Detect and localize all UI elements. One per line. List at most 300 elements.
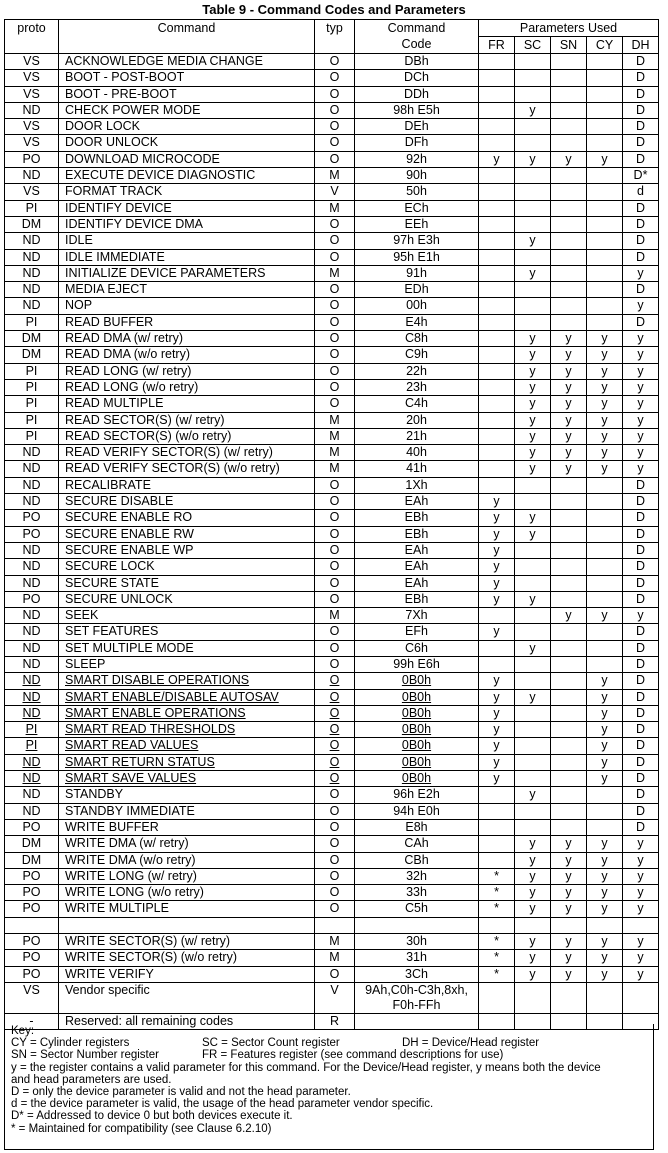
- cell-sc: [515, 282, 551, 298]
- table-row: [5, 265, 659, 281]
- cell-cy: [587, 102, 623, 118]
- cell-fr: y: [479, 526, 515, 542]
- cell-dh: D: [623, 754, 659, 770]
- cell-typ: O: [315, 216, 355, 232]
- cell-code: EAh: [355, 542, 479, 558]
- cell-sc: [515, 656, 551, 672]
- cell-dh: D: [623, 233, 659, 249]
- cell-command: WRITE DMA (w/ retry): [59, 836, 315, 852]
- cell-code: 22h: [355, 363, 479, 379]
- key-row-sn-fr: [11, 1049, 653, 1061]
- cell-typ: M: [315, 608, 355, 624]
- cell-cy: y: [587, 347, 623, 363]
- cell-dh: D: [623, 119, 659, 135]
- cell-cy: y: [587, 754, 623, 770]
- cell-sn: [551, 575, 587, 591]
- cell-sn: [551, 54, 587, 70]
- header-code-line2: Code: [401, 37, 432, 51]
- cell-dh: D: [623, 591, 659, 607]
- cell-sc: [515, 135, 551, 151]
- cell-cy: y: [587, 689, 623, 705]
- table-row: [5, 868, 659, 884]
- cell-sc: y: [515, 265, 551, 281]
- cell-sn: [551, 168, 587, 184]
- cell-typ: O: [315, 102, 355, 118]
- cell-proto: PO: [5, 151, 59, 167]
- header-parameters-used: Parameters Used: [479, 20, 659, 37]
- cell-dh: y: [623, 934, 659, 950]
- cell-sn: y: [551, 445, 587, 461]
- cell-cy: [587, 216, 623, 232]
- cell-fr: [479, 917, 515, 933]
- cell-cy: [587, 86, 623, 102]
- cell-code: 30h: [355, 934, 479, 950]
- cell-code: 0B0h: [355, 673, 479, 689]
- cell-code: 92h: [355, 151, 479, 167]
- cell-cy: [587, 135, 623, 151]
- cell-cy: [587, 200, 623, 216]
- table-row: [5, 934, 659, 950]
- table-row: [5, 510, 659, 526]
- cell-fr: [479, 445, 515, 461]
- cell-typ: M: [315, 428, 355, 444]
- cell-proto: PI: [5, 738, 59, 754]
- cell-sc: y: [515, 510, 551, 526]
- cell-fr: y: [479, 151, 515, 167]
- cell-sn: [551, 86, 587, 102]
- cell-cy: y: [587, 379, 623, 395]
- cell-typ: O: [315, 885, 355, 901]
- cell-sn: y: [551, 396, 587, 412]
- cell-command: SLEEP: [59, 656, 315, 672]
- cell-proto: ND: [5, 673, 59, 689]
- cell-proto: PI: [5, 200, 59, 216]
- cell-proto: ND: [5, 640, 59, 656]
- cell-fr: y: [479, 754, 515, 770]
- cell-sn: [551, 526, 587, 542]
- cell-sc: [515, 200, 551, 216]
- cell-fr: [479, 331, 515, 347]
- table-row: [5, 314, 659, 330]
- table-title: Table 9 - Command Codes and Parameters: [202, 2, 466, 17]
- table-row: [5, 461, 659, 477]
- cell-sc: y: [515, 836, 551, 852]
- cell-typ: O: [315, 575, 355, 591]
- cell-fr: [479, 282, 515, 298]
- cell-proto: ND: [5, 624, 59, 640]
- cell-code: 98h E5h: [355, 102, 479, 118]
- cell-sc: y: [515, 461, 551, 477]
- cell-cy: [587, 542, 623, 558]
- cell-cy: [587, 477, 623, 493]
- cell-dh: y: [623, 950, 659, 966]
- table-row: [5, 249, 659, 265]
- cell-proto: DM: [5, 216, 59, 232]
- cell-sc: [515, 86, 551, 102]
- cell-typ: O: [315, 901, 355, 917]
- cell-cy: y: [587, 722, 623, 738]
- cell-proto: ND: [5, 265, 59, 281]
- cell-typ: O: [315, 836, 355, 852]
- key-heading: Key:: [11, 1025, 35, 1037]
- cell-sc: y: [515, 787, 551, 803]
- cell-proto: VS: [5, 135, 59, 151]
- cell-cy: y: [587, 151, 623, 167]
- cell-proto: VS: [5, 119, 59, 135]
- cell-typ: V: [315, 184, 355, 200]
- cell-fr: *: [479, 950, 515, 966]
- table-row: [5, 331, 659, 347]
- cell-command: SMART RETURN STATUS: [59, 754, 315, 770]
- cell-cy: y: [587, 412, 623, 428]
- cell-cy: y: [587, 396, 623, 412]
- cell-command: READ DMA (w/ retry): [59, 331, 315, 347]
- cell-sc: y: [515, 102, 551, 118]
- cell-sn: y: [551, 412, 587, 428]
- cell-code: DBh: [355, 54, 479, 70]
- table-row: [5, 477, 659, 493]
- cell-dh: d: [623, 184, 659, 200]
- cell-command: DOOR LOCK: [59, 119, 315, 135]
- cell-sn: [551, 542, 587, 558]
- cell-code: 00h: [355, 298, 479, 314]
- cell-dh: D: [623, 151, 659, 167]
- cell-typ: O: [315, 119, 355, 135]
- cell-typ: O: [315, 771, 355, 787]
- cell-code: ECh: [355, 200, 479, 216]
- cell-command: STANDBY IMMEDIATE: [59, 803, 315, 819]
- cell-sc: y: [515, 591, 551, 607]
- table-row: [5, 412, 659, 428]
- cell-code: 41h: [355, 461, 479, 477]
- cell-dh: D: [623, 803, 659, 819]
- cell-command: READ VERIFY SECTOR(S) (w/o retry): [59, 461, 315, 477]
- cell-proto: PO: [5, 868, 59, 884]
- cell-dh: y: [623, 428, 659, 444]
- cell-proto: ND: [5, 689, 59, 705]
- cell-proto: ND: [5, 559, 59, 575]
- cell-sn: y: [551, 151, 587, 167]
- cell-fr: [479, 233, 515, 249]
- cell-code: E8h: [355, 819, 479, 835]
- header-command: Command: [59, 20, 315, 54]
- cell-proto: VS: [5, 54, 59, 70]
- table-row: [5, 428, 659, 444]
- cell-fr: y: [479, 542, 515, 558]
- cell-dh: y: [623, 298, 659, 314]
- key-sc: SC = Sector Count register: [202, 1037, 340, 1050]
- cell-dh: y: [623, 265, 659, 281]
- cell-fr: [479, 200, 515, 216]
- cell-cy: [587, 917, 623, 933]
- cell-sc: y: [515, 363, 551, 379]
- cell-code: 95h E1h: [355, 249, 479, 265]
- cell-code: 40h: [355, 445, 479, 461]
- cell-command: READ BUFFER: [59, 314, 315, 330]
- cell-proto: PI: [5, 396, 59, 412]
- cell-cy: y: [587, 868, 623, 884]
- cell-fr: [479, 412, 515, 428]
- cell-fr: [479, 298, 515, 314]
- cell-dh: y: [623, 966, 659, 982]
- cell-sn: y: [551, 950, 587, 966]
- cell-command: [59, 917, 315, 933]
- cell-sn: [551, 982, 587, 1013]
- cell-fr: [479, 477, 515, 493]
- cell-fr: y: [479, 705, 515, 721]
- table-row: [5, 216, 659, 232]
- cell-sc: [515, 119, 551, 135]
- cell-sn: [551, 249, 587, 265]
- cell-sn: [551, 510, 587, 526]
- cell-command: SECURE STATE: [59, 575, 315, 591]
- cell-code: EAh: [355, 575, 479, 591]
- cell-code: EDh: [355, 282, 479, 298]
- table-row: [5, 54, 659, 70]
- cell-sc: [515, 70, 551, 86]
- cell-proto: ND: [5, 445, 59, 461]
- cell-sn: [551, 673, 587, 689]
- cell-sc: y: [515, 412, 551, 428]
- cell-proto: PI: [5, 722, 59, 738]
- cell-code: [355, 917, 479, 933]
- table-row: [5, 575, 659, 591]
- cell-command: READ DMA (w/o retry): [59, 347, 315, 363]
- cell-proto: ND: [5, 282, 59, 298]
- key-row-cy-sc-dh: [11, 1037, 653, 1049]
- cell-dh: y: [623, 852, 659, 868]
- cell-typ: O: [315, 803, 355, 819]
- cell-fr: y: [479, 494, 515, 510]
- cell-cy: y: [587, 363, 623, 379]
- cell-typ: O: [315, 249, 355, 265]
- cell-fr: [479, 656, 515, 672]
- cell-sn: [551, 200, 587, 216]
- key-y-line1: y = the register contains a valid parameter for this command. For the Device/Head register, y means both the device: [11, 1061, 601, 1074]
- cell-typ: O: [315, 70, 355, 86]
- cell-sn: [551, 689, 587, 705]
- cell-cy: [587, 54, 623, 70]
- cell-proto: PI: [5, 412, 59, 428]
- cell-cy: [587, 265, 623, 281]
- cell-dh: D: [623, 135, 659, 151]
- key-d-upper: D = only the device parameter is valid and not the head parameter.: [11, 1086, 351, 1099]
- cell-cy: [587, 184, 623, 200]
- cell-code: 97h E3h: [355, 233, 479, 249]
- table-row: [5, 803, 659, 819]
- cell-command: WRITE VERIFY: [59, 966, 315, 982]
- cell-sc: y: [515, 934, 551, 950]
- cell-sn: [551, 640, 587, 656]
- cell-sc: [515, 575, 551, 591]
- table-row: [5, 135, 659, 151]
- cell-typ: O: [315, 477, 355, 493]
- table-row: [5, 282, 659, 298]
- cell-dh: D: [623, 314, 659, 330]
- cell-dh: D: [623, 510, 659, 526]
- cell-sc: [515, 722, 551, 738]
- cell-sn: [551, 119, 587, 135]
- cell-fr: [479, 803, 515, 819]
- cell-sn: [551, 591, 587, 607]
- cell-code: 91h: [355, 265, 479, 281]
- cell-sc: y: [515, 852, 551, 868]
- table-row: [5, 640, 659, 656]
- table-row: [5, 705, 659, 721]
- cell-sc: y: [515, 689, 551, 705]
- table-row: [5, 656, 659, 672]
- cell-proto: ND: [5, 168, 59, 184]
- cell-sn: y: [551, 901, 587, 917]
- cell-code: C9h: [355, 347, 479, 363]
- cell-proto: ND: [5, 461, 59, 477]
- cell-cy: y: [587, 705, 623, 721]
- cell-sc: y: [515, 868, 551, 884]
- cell-sn: [551, 787, 587, 803]
- header-proto: proto: [5, 20, 59, 54]
- table-row: [5, 836, 659, 852]
- table-row: [5, 917, 659, 933]
- cell-sc: [515, 705, 551, 721]
- cell-typ: M: [315, 265, 355, 281]
- cell-command: READ SECTOR(S) (w/o retry): [59, 428, 315, 444]
- cell-sn: [551, 656, 587, 672]
- key-d-star: D* = Addressed to device 0 but both devices execute it.: [11, 1110, 293, 1123]
- cell-sn: y: [551, 966, 587, 982]
- cell-command: READ MULTIPLE: [59, 396, 315, 412]
- cell-sn: y: [551, 836, 587, 852]
- cell-cy: y: [587, 966, 623, 982]
- table-row: [5, 901, 659, 917]
- cell-sn: y: [551, 363, 587, 379]
- cell-code: 9Ah,C0h-C3h,8xh, F0h-FFh: [355, 982, 479, 1013]
- cell-proto: PO: [5, 934, 59, 950]
- cell-code: EEh: [355, 216, 479, 232]
- cell-typ: O: [315, 673, 355, 689]
- table-row: [5, 591, 659, 607]
- cell-code: C4h: [355, 396, 479, 412]
- cell-typ: O: [315, 314, 355, 330]
- cell-proto: PI: [5, 379, 59, 395]
- cell-code: EAh: [355, 494, 479, 510]
- cell-code: EBh: [355, 510, 479, 526]
- cell-typ: O: [315, 738, 355, 754]
- table-row: [5, 673, 659, 689]
- cell-command: ACKNOWLEDGE MEDIA CHANGE: [59, 54, 315, 70]
- table-row: [5, 86, 659, 102]
- cell-proto: PO: [5, 819, 59, 835]
- cell-command: WRITE SECTOR(S) (w/o retry): [59, 950, 315, 966]
- cell-sc: [515, 624, 551, 640]
- cell-cy: y: [587, 331, 623, 347]
- cell-sc: [515, 184, 551, 200]
- cell-sn: y: [551, 885, 587, 901]
- cell-fr: *: [479, 868, 515, 884]
- table-row: [5, 542, 659, 558]
- cell-typ: O: [315, 396, 355, 412]
- cell-dh: D: [623, 216, 659, 232]
- cell-sn: [551, 282, 587, 298]
- cell-sc: y: [515, 151, 551, 167]
- cell-command: IDENTIFY DEVICE: [59, 200, 315, 216]
- cell-sn: [551, 233, 587, 249]
- cell-command: FORMAT TRACK: [59, 184, 315, 200]
- cell-sc: y: [515, 901, 551, 917]
- table-row: [5, 200, 659, 216]
- cell-cy: [587, 249, 623, 265]
- cell-cy: [587, 803, 623, 819]
- cell-cy: [587, 640, 623, 656]
- cell-sc: [515, 673, 551, 689]
- cell-fr: y: [479, 559, 515, 575]
- cell-command: SMART ENABLE/DISABLE AUTOSAV: [59, 689, 315, 705]
- cell-code: 90h: [355, 168, 479, 184]
- cell-sn: y: [551, 347, 587, 363]
- cell-fr: [479, 608, 515, 624]
- cell-cy: y: [587, 428, 623, 444]
- table-row: [5, 722, 659, 738]
- cell-dh: [623, 917, 659, 933]
- cell-cy: [587, 494, 623, 510]
- cell-command: WRITE BUFFER: [59, 819, 315, 835]
- cell-code: 23h: [355, 379, 479, 395]
- cell-command: WRITE LONG (w/o retry): [59, 885, 315, 901]
- cell-typ: M: [315, 412, 355, 428]
- cell-proto: PI: [5, 314, 59, 330]
- cell-sc: y: [515, 526, 551, 542]
- cell-command: WRITE DMA (w/o retry): [59, 852, 315, 868]
- cell-sc: y: [515, 950, 551, 966]
- cell-sc: [515, 771, 551, 787]
- cell-fr: *: [479, 901, 515, 917]
- cell-command: Vendor specific: [59, 982, 315, 1013]
- cell-dh: D: [623, 542, 659, 558]
- table-row: [5, 119, 659, 135]
- cell-dh: y: [623, 445, 659, 461]
- cell-dh: y: [623, 396, 659, 412]
- cell-proto: ND: [5, 233, 59, 249]
- cell-sn: [551, 477, 587, 493]
- cell-command: SMART SAVE VALUES: [59, 771, 315, 787]
- cell-sn: [551, 265, 587, 281]
- cell-sn: [551, 819, 587, 835]
- cell-fr: [479, 396, 515, 412]
- cell-code: C6h: [355, 640, 479, 656]
- cell-code: EBh: [355, 526, 479, 542]
- cell-code: 0B0h: [355, 722, 479, 738]
- cell-cy: [587, 233, 623, 249]
- cell-fr: [479, 787, 515, 803]
- table-row: [5, 396, 659, 412]
- header-cy: CY: [587, 37, 623, 54]
- cell-code: C5h: [355, 901, 479, 917]
- cell-command: SMART READ THRESHOLDS: [59, 722, 315, 738]
- cell-sn: y: [551, 379, 587, 395]
- table-row: [5, 445, 659, 461]
- cell-proto: VS: [5, 70, 59, 86]
- cell-sn: [551, 102, 587, 118]
- cell-command: SECURE DISABLE: [59, 494, 315, 510]
- cell-typ: O: [315, 591, 355, 607]
- cell-dh: D: [623, 200, 659, 216]
- cell-command: SMART READ VALUES: [59, 738, 315, 754]
- cell-command: WRITE SECTOR(S) (w/ retry): [59, 934, 315, 950]
- table-row: [5, 608, 659, 624]
- cell-code: 0B0h: [355, 689, 479, 705]
- cell-dh: D: [623, 102, 659, 118]
- cell-typ: M: [315, 461, 355, 477]
- cell-dh: D: [623, 70, 659, 86]
